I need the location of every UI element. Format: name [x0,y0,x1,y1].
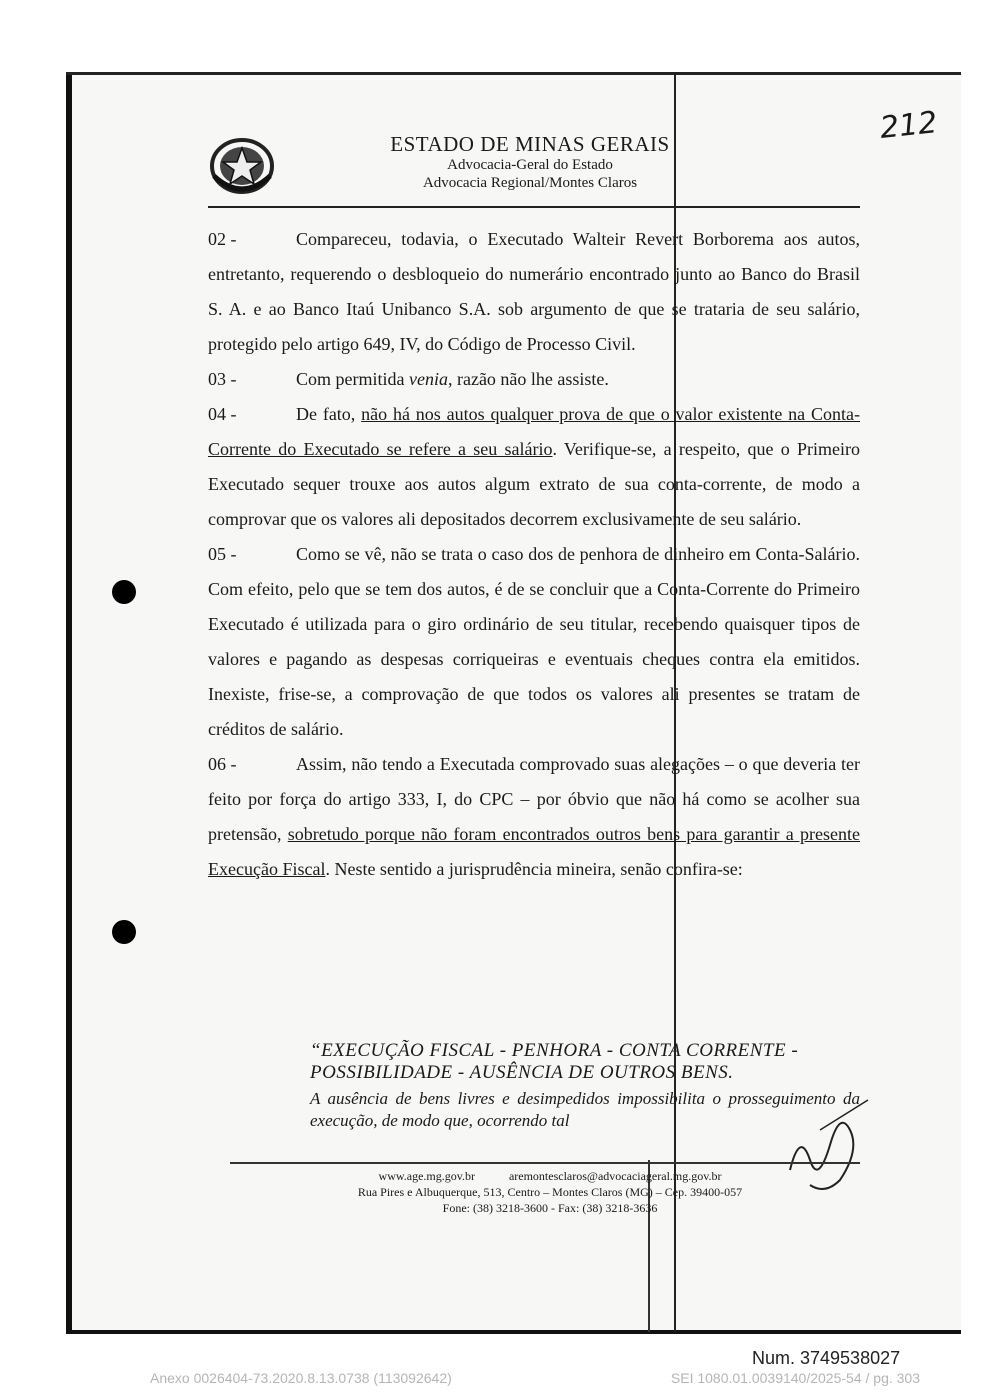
scan-edge-left [66,72,72,1334]
letterhead-footer [290,1168,810,1216]
paragraph-text: Assim, não tendo a Executada comprovado suas alegações – o que deveria ter feito por força do artigo 333, I, do CPC – por óbvio que não há como se acolher sua pretensão, [208,754,860,844]
agency-name: Advocacia-Geral do Estado [447,157,613,173]
paragraph-number: 05 - [208,544,237,564]
paragraph-text: Com permitida [296,369,409,389]
office-name: Advocacia Regional/Montes Claros [422,175,638,191]
paragraph-underlined: sobretudo porque não foram encontrados outros bens para garantir a presente Execução Fiscal [208,824,860,879]
punch-hole-icon [112,580,136,604]
paragraph-number: 06 - [208,754,237,774]
document-metadata-stamp [150,1370,920,1386]
document-body [208,222,860,887]
state-seal-icon [208,136,276,196]
footer-address: Rua Pires e Albuquerque, 513, Centro – Montes Claros (MG) – Cep. 39400-057 [357,1185,743,1199]
paragraph-number: 04 - [208,404,237,424]
paragraph-text: Compareceu, todavia, o Executado Walteir Revert Borborema aos autos, entretanto, requerendo o desbloqueio do numerário encontrado junto ao Banco do Brasil S. A. e ao Banco Itaú Unibanco S.A. sob argumento de que se trataria de seu salário, protegido pelo artigo 649, IV, do Código de Processo Civil. [208,229,860,354]
footer-contact-line [290,1168,810,1184]
document-number: Num. 3749538027 [752,1348,901,1368]
paragraph-underlined: não há nos autos qualquer prova de que o valor existente na Conta-Corrente do Executado se refere a seu salário [208,404,860,459]
letterhead-text [380,132,680,192]
footer-website: www.age.mg.gov.br [378,1169,475,1183]
annex-reference: Anexo 0026404-73.2020.8.13.0738 (113092642) [150,1370,452,1386]
paragraph-italic: venia [408,369,448,389]
quote-body: A ausência de bens livres e desimpedidos impossibilita o prosseguimento da execução, de modo que, ocorrendo tal [310,1089,860,1130]
paragraph-06 [208,747,860,887]
paragraph-02 [208,222,860,362]
quote-title: “EXECUÇÃO FISCAL - PENHORA - CONTA CORRENTE - POSSIBILIDADE - AUSÊNCIA DE OUTROS BENS. [310,1040,799,1083]
footer-email: aremontesclaros@advocaciageral.mg.gov.br [508,1169,722,1183]
footer-phone: Fone: (38) 3218-3600 - Fax: (38) 3218-3636 [442,1201,658,1215]
letterhead [200,132,675,202]
paragraph-04 [208,397,860,537]
paragraph-text: Como se vê, não se trata o caso dos de penhora de dinheiro em Conta-Salário. Com efeito, pelo que se tem dos autos, é de se concluir que a Conta-Corrente do Primeiro Executado é utilizada para o giro ordinário de seu titular, recebendo quaisquer tipos de valores e pagando as despesas corriqueiras e eventuais cheques contra ela emitidos. Inexiste, frise-se, a comprovação de que todos os valores ali presentes se tratam de créditos de salário. [208,544,860,739]
scan-edge-top [66,72,961,75]
paragraph-text-end: . Verifique-se, a respeito, que o Primeiro Executado sequer trouxe aos autos algum extrato de sua conta-corrente, de modo a comprovar que os valores ali depositados decorrem exclusivamente de seu salário. [208,439,860,529]
paragraph-text-end: , razão não lhe assiste. [447,369,609,389]
state-name: ESTADO DE MINAS GERAIS [390,132,670,156]
scan-edge-bottom [66,1330,961,1334]
paragraph-text: De fato, [296,404,362,424]
punch-hole-icon [112,920,136,944]
footer-rule [230,1162,860,1164]
jurisprudence-quote [310,1040,860,1132]
paragraph-03 [208,362,860,397]
sei-reference: SEI 1080.01.0039140/2025-54 / pg. 303 [670,1370,920,1386]
paragraph-text-end: . Neste sentido a jurisprudência mineira, senão confira-se: [325,859,743,879]
header-rule [208,206,860,208]
paragraph-05 [208,537,860,747]
paragraph-number: 02 - [208,229,237,249]
paragraph-number: 03 - [208,369,237,389]
handwritten-page-number: 212 [878,105,939,146]
